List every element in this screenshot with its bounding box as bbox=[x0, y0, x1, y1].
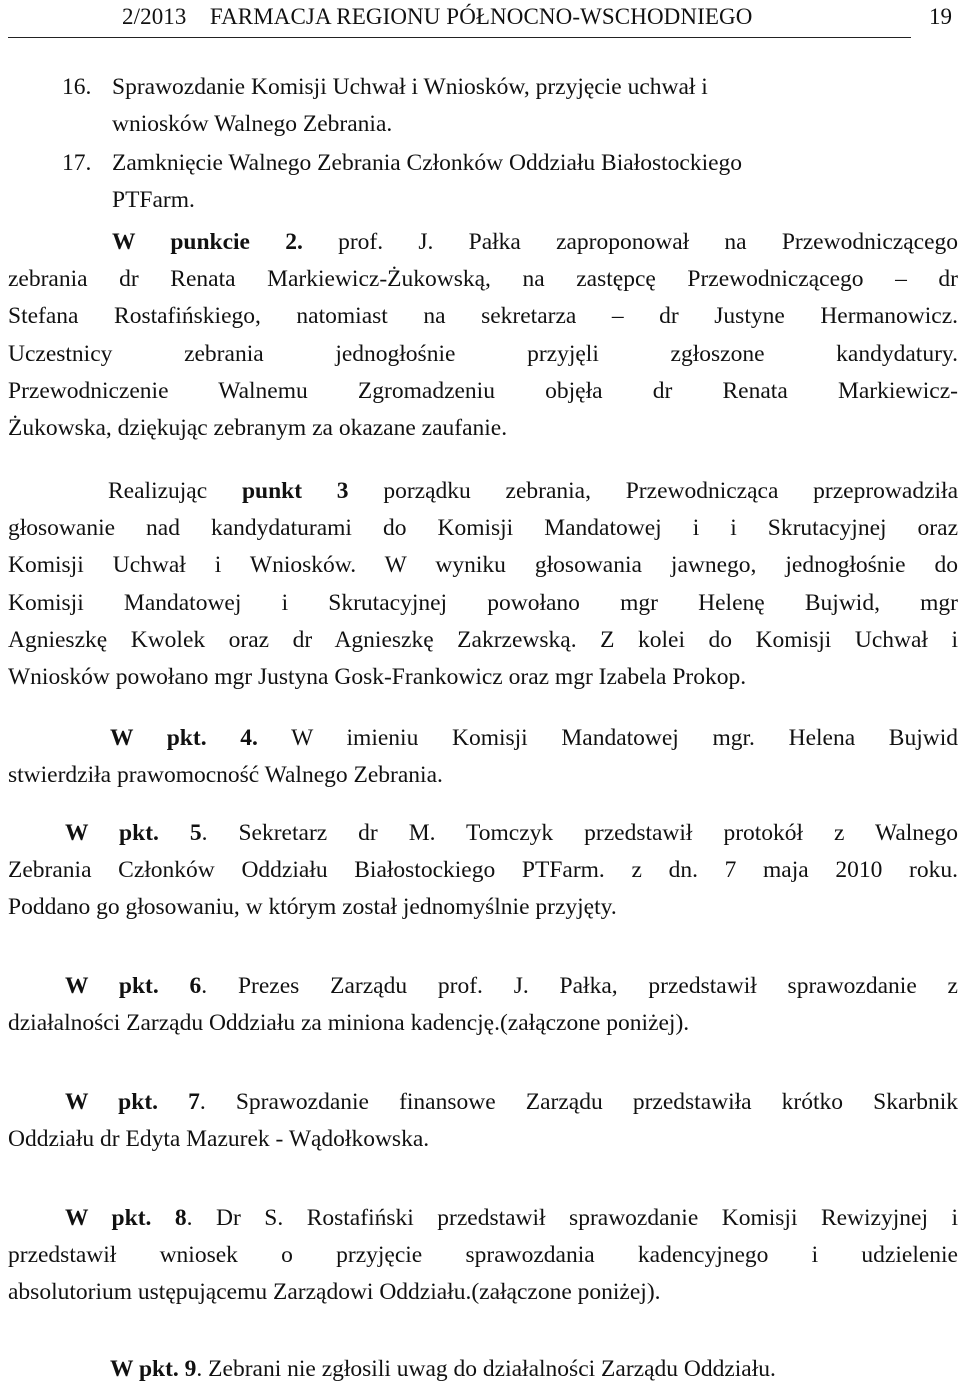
paragraph-line: Realizując punkt 3 porządku zebrania, Przewodnicząca przeprowadziła bbox=[108, 478, 958, 504]
paragraph-point-6 bbox=[8, 968, 958, 1042]
agenda-item-16 bbox=[0, 69, 960, 143]
paragraph-point-9 bbox=[8, 1351, 958, 1388]
agenda-item-text-line: wniosków Walnego Zebrania. bbox=[112, 111, 393, 137]
page-number: 19 bbox=[929, 4, 952, 29]
paragraph-line: W pkt. 7. Sprawozdanie finansowe Zarządu przedstawiła krótko Skarbnik bbox=[65, 1089, 958, 1115]
journal-title: 2/2013 FARMACJA REGIONU PÓŁNOCNO-WSCHODNIEGO bbox=[122, 4, 753, 29]
paragraph-point-5 bbox=[8, 815, 958, 927]
paragraph-line: Komisji Mandatowej i Skrutacyjnej powołano mgr Helenę Bujwid, mgr bbox=[8, 589, 958, 616]
paragraph-line: Wniosków powołano mgr Justyna Gosk-Frankowicz oraz mgr Izabela Prokop. bbox=[8, 663, 747, 690]
paragraph-line: Oddziału dr Edyta Mazurek - Wądołkowska. bbox=[8, 1126, 430, 1153]
paragraph-line: Żukowska, dziękując zebranym za okazane zaufanie. bbox=[8, 414, 508, 441]
point-label: W pkt. 8 bbox=[65, 1205, 187, 1231]
paragraph-line: Przewodniczenie Walnemu Zgromadzeniu objęła dr Renata Markiewicz- bbox=[8, 377, 958, 404]
paragraph-point-4 bbox=[8, 720, 958, 794]
running-header bbox=[0, 0, 960, 40]
paragraph-line: W pkt. 8. Dr S. Rostafiński przedstawił sprawozdanie Komisji Rewizyjnej i bbox=[65, 1205, 958, 1231]
point-label: W pkt. 6 bbox=[65, 973, 202, 999]
agenda-item-text-line: Sprawozdanie Komisji Uchwał i Wniosków, przyjęcie uchwał i bbox=[112, 74, 708, 100]
paragraph-line: W punkcie 2. prof. J. Pałka zaproponował na Przewodniczącego bbox=[112, 229, 959, 255]
agenda-item-17 bbox=[0, 145, 960, 219]
point-label: W pkt. 7 bbox=[65, 1089, 200, 1115]
paragraph-line: przedstawił wniosek o przyjęcie sprawozdania kadencyjnego i udzielenie bbox=[8, 1242, 958, 1269]
paragraph-point-8 bbox=[8, 1200, 958, 1312]
point-label: W pkt. 4. bbox=[110, 725, 258, 751]
paragraph-line: Zebrania Członków Oddziału Białostockiego PTFarm. z dn. 7 maja 2010 roku. bbox=[8, 857, 958, 884]
paragraph-point-7 bbox=[8, 1084, 958, 1158]
paragraph-line: absolutorium ustępującemu Zarządowi Oddziału.(załączone poniżej). bbox=[8, 1279, 661, 1306]
point-label: W pkt. 5 bbox=[65, 820, 202, 846]
point-label: W pkt. 9 bbox=[110, 1356, 197, 1382]
header-divider bbox=[8, 37, 911, 38]
paragraph-line: Komisji Uchwał i Wniosków. W wyniku głosowania jawnego, jednogłośnie do bbox=[8, 552, 958, 579]
paragraph-line: W pkt. 9. Zebrani nie zgłosili uwag do działalności Zarządu Oddziału. bbox=[110, 1356, 776, 1382]
paragraph-point-2 bbox=[8, 224, 958, 447]
paragraph-line: Poddano go głosowaniu, w którym został jednomyślnie przyjęty. bbox=[8, 894, 617, 921]
paragraph-point-3 bbox=[8, 473, 958, 696]
paragraph-line: W pkt. 4. W imieniu Komisji Mandatowej mgr. Helena Bujwid bbox=[110, 725, 958, 751]
agenda-item-number: 17. bbox=[62, 150, 92, 176]
point-label: punkt 3 bbox=[241, 478, 349, 504]
point-label: W punkcie 2. bbox=[112, 229, 303, 255]
paragraph-line: W pkt. 6. Prezes Zarządu prof. J. Pałka, przedstawił sprawozdanie z bbox=[65, 973, 958, 999]
paragraph-line: głosowanie nad kandydaturami do Komisji Mandatowej i i Skrutacyjnej oraz bbox=[8, 515, 958, 542]
agenda-item-number: 16. bbox=[62, 74, 92, 100]
paragraph-line: Agnieszkę Kwolek oraz dr Agnieszkę Zakrzewską. Z kolei do Komisji Uchwał i bbox=[8, 626, 958, 653]
agenda-item-text-line: PTFarm. bbox=[112, 187, 195, 213]
paragraph-line: stwierdziła prawomocność Walnego Zebrania. bbox=[8, 762, 443, 789]
paragraph-line: działalności Zarządu Oddziału za miniona kadencję.(załączone poniżej). bbox=[8, 1010, 690, 1037]
paragraph-line: zebrania dr Renata Markiewicz-Żukowską, na zastępcę Przewodniczącego – dr bbox=[8, 266, 958, 293]
agenda-item-text-line: Zamknięcie Walnego Zebrania Członków Oddziału Białostockiego bbox=[112, 150, 743, 176]
paragraph-line: Stefana Rostafińskiego, natomiast na sekretarza – dr Justyne Hermanowicz. bbox=[8, 303, 958, 330]
paragraph-line: W pkt. 5. Sekretarz dr M. Tomczyk przedstawił protokół z Walnego bbox=[65, 820, 958, 846]
paragraph-line: Uczestnicy zebrania jednogłośnie przyjęli zgłoszone kandydatury. bbox=[8, 340, 958, 367]
